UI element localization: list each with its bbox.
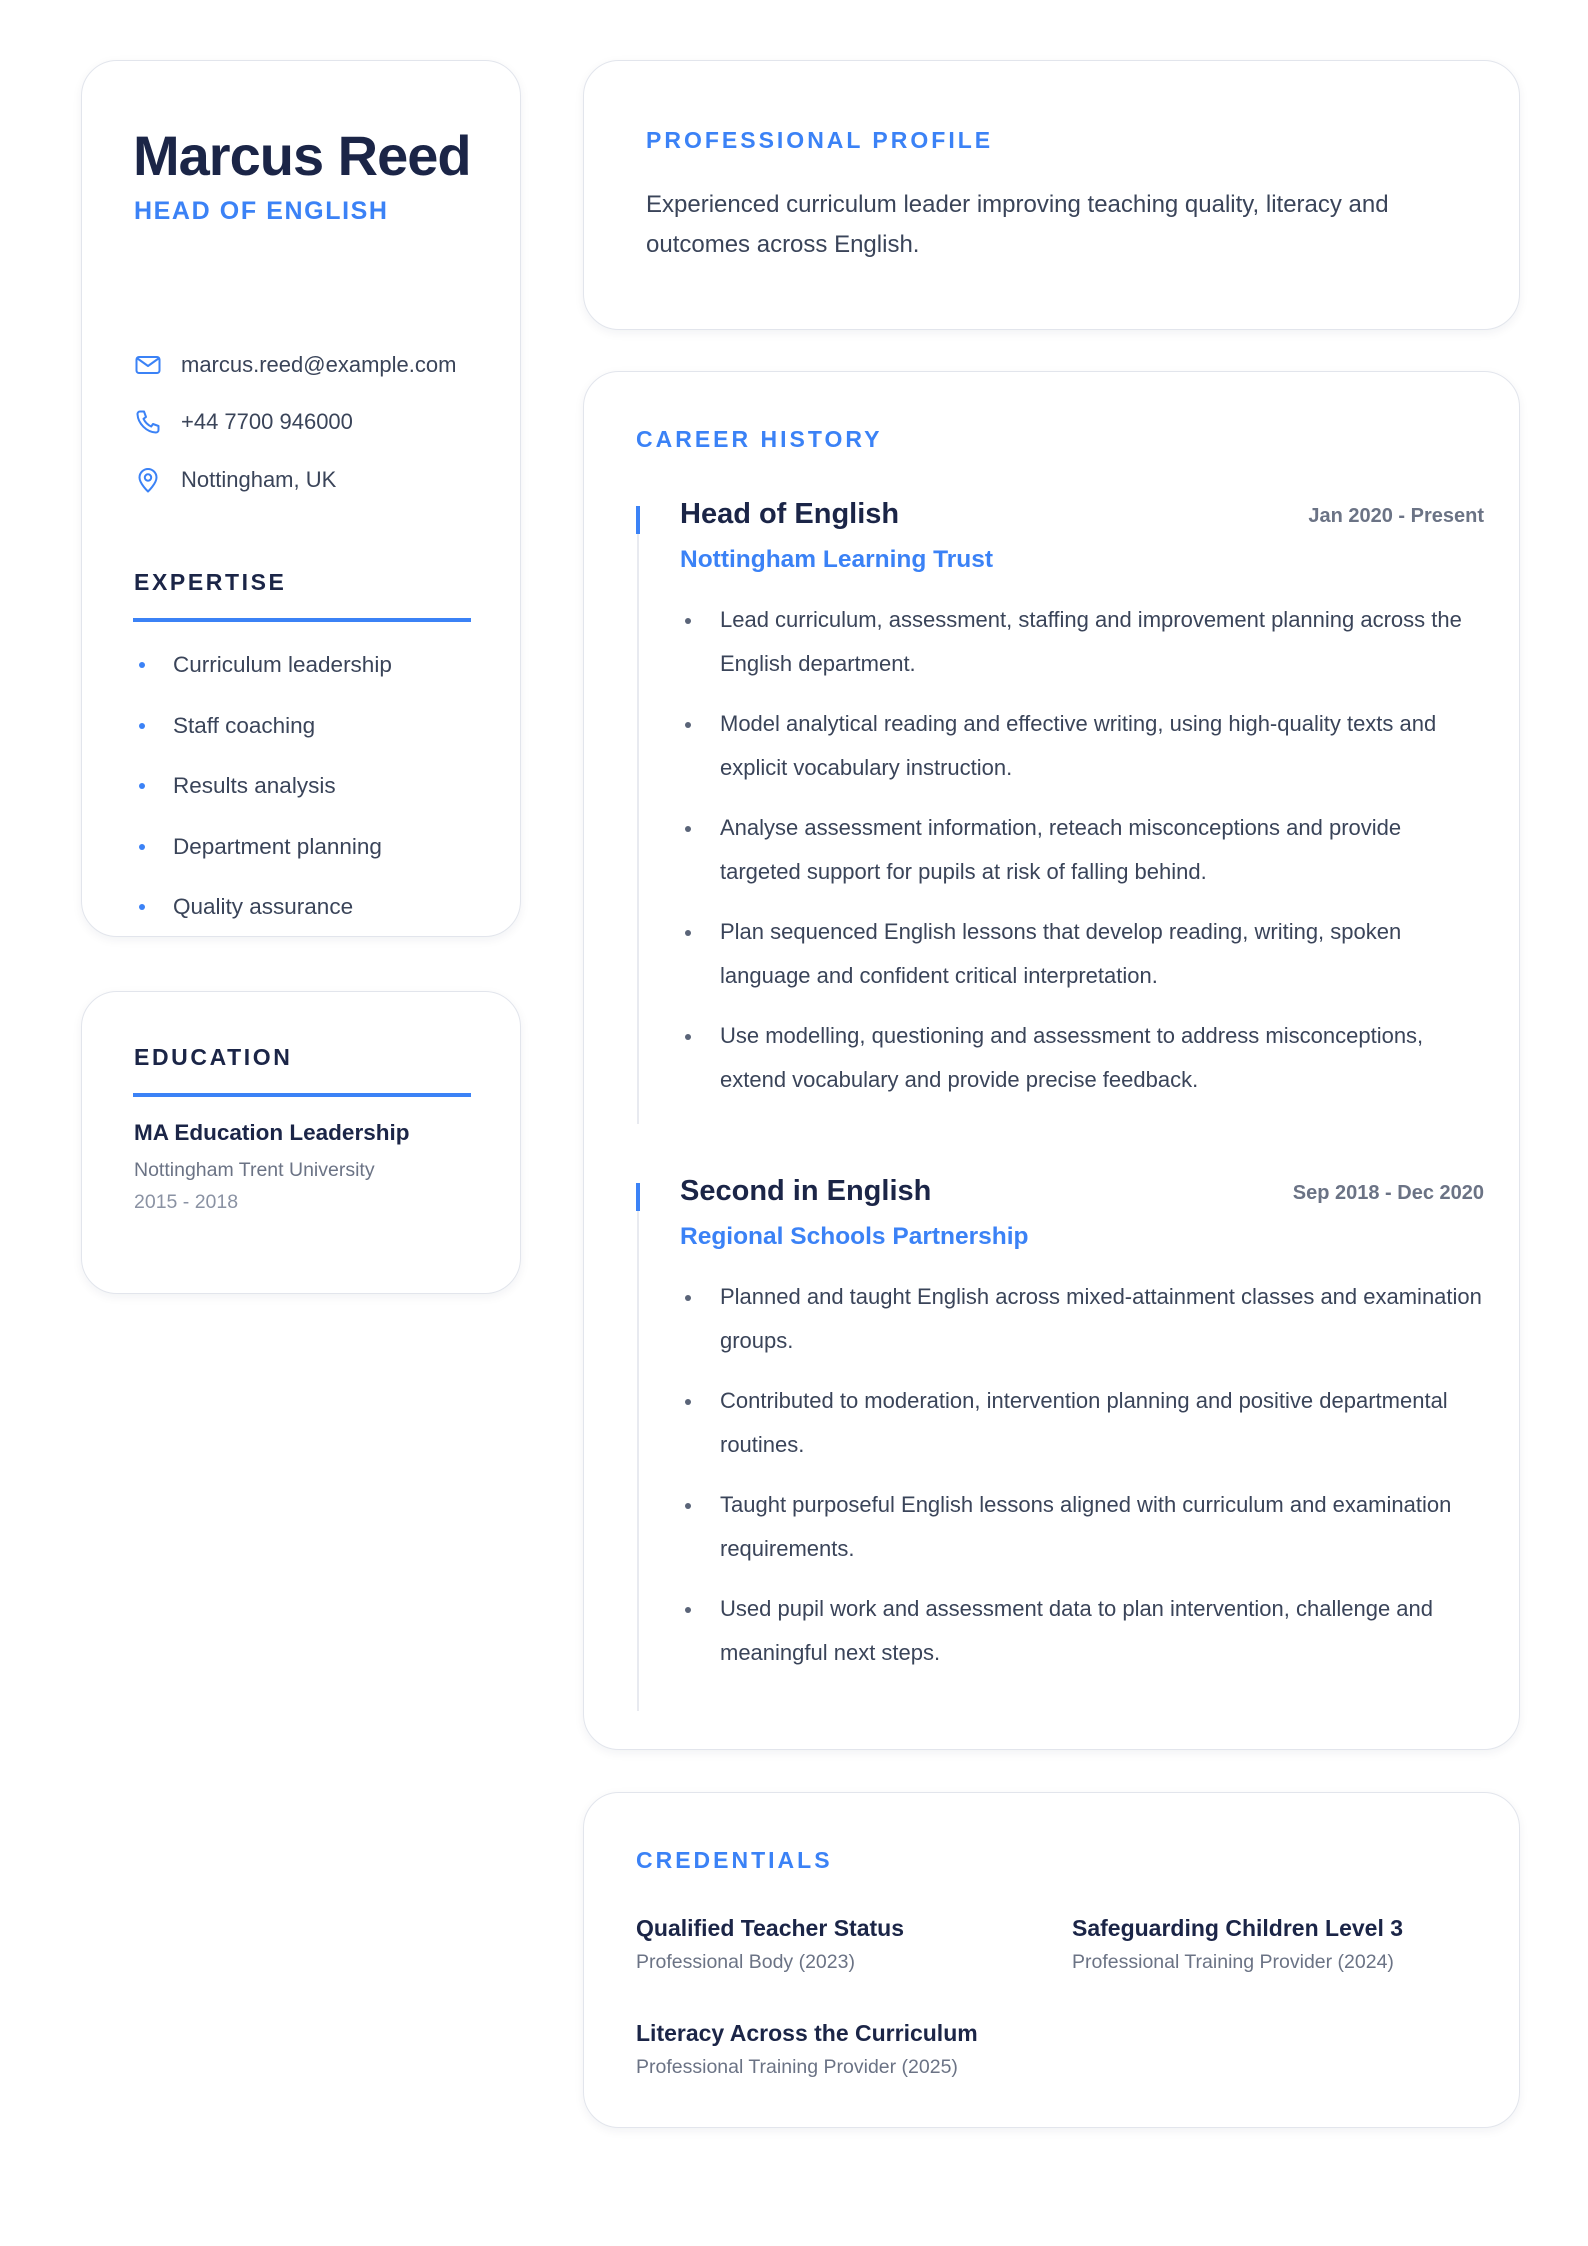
bullet-dot [139,904,145,910]
job-title: Head of English [680,498,900,530]
education-school: Nottingham Trent University [134,1159,375,1181]
contact-email[interactable] [133,347,473,383]
credential-issuer: Professional Body (2023) [636,1951,855,1973]
list-item [680,702,1484,790]
job-dates: Jan 2020 - Present [1308,505,1484,527]
job-bullet-text: Planned and taught English across mixed-attainment classes and examination groups. [720,1284,1482,1353]
profile-header-card [81,60,521,937]
job-bullet-text: Model analytical reading and effective writing, using high-quality texts and explicit vocabulary instruction. [720,711,1437,780]
education-card [81,991,521,1294]
timeline-accent [636,506,640,534]
list-item [680,910,1484,998]
candidate-role: HEAD OF ENGLISH [134,197,389,225]
profile-summary: Experienced curriculum leader improving teaching quality, literacy and outcomes across English. [646,191,1389,258]
bullet-dot [685,826,691,832]
expertise-item: Staff coaching [173,712,316,738]
list-item [680,1587,1484,1675]
bullet-dot [139,783,145,789]
bullet-dot [685,930,691,936]
bullet-dot [685,722,691,728]
timeline-line [637,1183,639,1711]
credential-item [1072,1911,1492,1977]
expertise-item: Curriculum leadership [173,652,392,677]
list-item [133,829,473,890]
expertise-item: Quality assurance [173,894,354,919]
expertise-heading: EXPERTISE [134,569,287,595]
job-dates: Sep 2018 - Dec 2020 [1292,1182,1484,1204]
contact-phone[interactable] [133,404,473,440]
job-bullet-text: Taught purposeful English lessons aligned with curriculum and examination requirements. [720,1492,1452,1561]
credential-issuer: Professional Training Provider (2024) [1072,1951,1394,1973]
contact-email-text: marcus.reed@example.com [181,352,457,377]
bullet-dot [685,1295,691,1301]
candidate-name: Marcus Reed [133,124,471,187]
bullet-dot [685,1034,691,1040]
bullet-dot [685,1607,691,1613]
credential-name: Qualified Teacher Status [636,1915,904,1941]
mail-icon [133,350,163,380]
timeline-line [637,506,639,1124]
list-item [680,598,1484,686]
job-company: Regional Schools Partnership [680,1223,1029,1250]
bullet-dot [139,844,145,850]
career-history-card [583,371,1520,1750]
list-item [680,1275,1484,1363]
education-divider [133,1093,471,1097]
contact-location-text: Nottingham, UK [181,467,337,492]
job-bullet-text: Contributed to moderation, intervention planning and positive departmental routines. [720,1388,1448,1457]
career-heading: CAREER HISTORY [636,426,883,452]
job-bullet-text: Plan sequenced English lessons that develop reading, writing, spoken language and confident critical interpretation. [720,919,1402,988]
job-title: Second in English [680,1175,932,1207]
job-bullet-text: Analyse assessment information, reteach misconceptions and provide targeted support for pupils at risk of falling behind. [720,815,1402,884]
expertise-list [133,647,473,950]
education-degree: MA Education Leadership [134,1120,410,1145]
credentials-heading: CREDENTIALS [636,1847,833,1873]
location-pin-icon [133,465,163,495]
job-bullet-text: Used pupil work and assessment data to plan intervention, challenge and meaningful next steps. [720,1596,1434,1665]
profile-heading: PROFESSIONAL PROFILE [646,127,994,153]
expertise-item: Results analysis [173,773,336,798]
list-item [133,708,473,769]
bullet-dot [685,1503,691,1509]
credential-item [636,2016,1056,2082]
list-item [133,647,473,708]
list-item [133,889,473,950]
list-item [680,1379,1484,1467]
bullet-dot [139,662,145,668]
list-item [133,768,473,829]
credential-item [636,1911,1056,1977]
credential-name: Safeguarding Children Level 3 [1072,1915,1404,1941]
contact-phone-text: +44 7700 946000 [181,409,353,434]
expertise-divider [133,618,471,622]
education-heading: EDUCATION [134,1044,293,1070]
job-bullet-text: Lead curriculum, assessment, staffing and improvement planning across the English department. [720,607,1462,676]
phone-icon [133,407,163,437]
timeline-accent [636,1183,640,1211]
bullet-dot [685,618,691,624]
credential-issuer: Professional Training Provider (2025) [636,2056,958,2078]
expertise-item: Department planning [173,833,382,859]
professional-profile-card [583,60,1520,330]
job-company: Nottingham Learning Trust [680,546,994,573]
job-bullet-text: Use modelling, questioning and assessment to address misconceptions, extend vocabulary and provide precise feedback. [720,1023,1424,1092]
credential-name: Literacy Across the Curriculum [636,2020,978,2046]
job-bullet-list [680,598,1484,1118]
bullet-dot [139,723,145,729]
education-years: 2015 - 2018 [134,1191,239,1213]
contact-location [133,462,473,498]
job-bullet-list [680,1275,1484,1691]
list-item [680,1483,1484,1571]
bullet-dot [685,1399,691,1405]
credentials-card [583,1792,1520,2128]
list-item [680,806,1484,894]
list-item [680,1014,1484,1102]
